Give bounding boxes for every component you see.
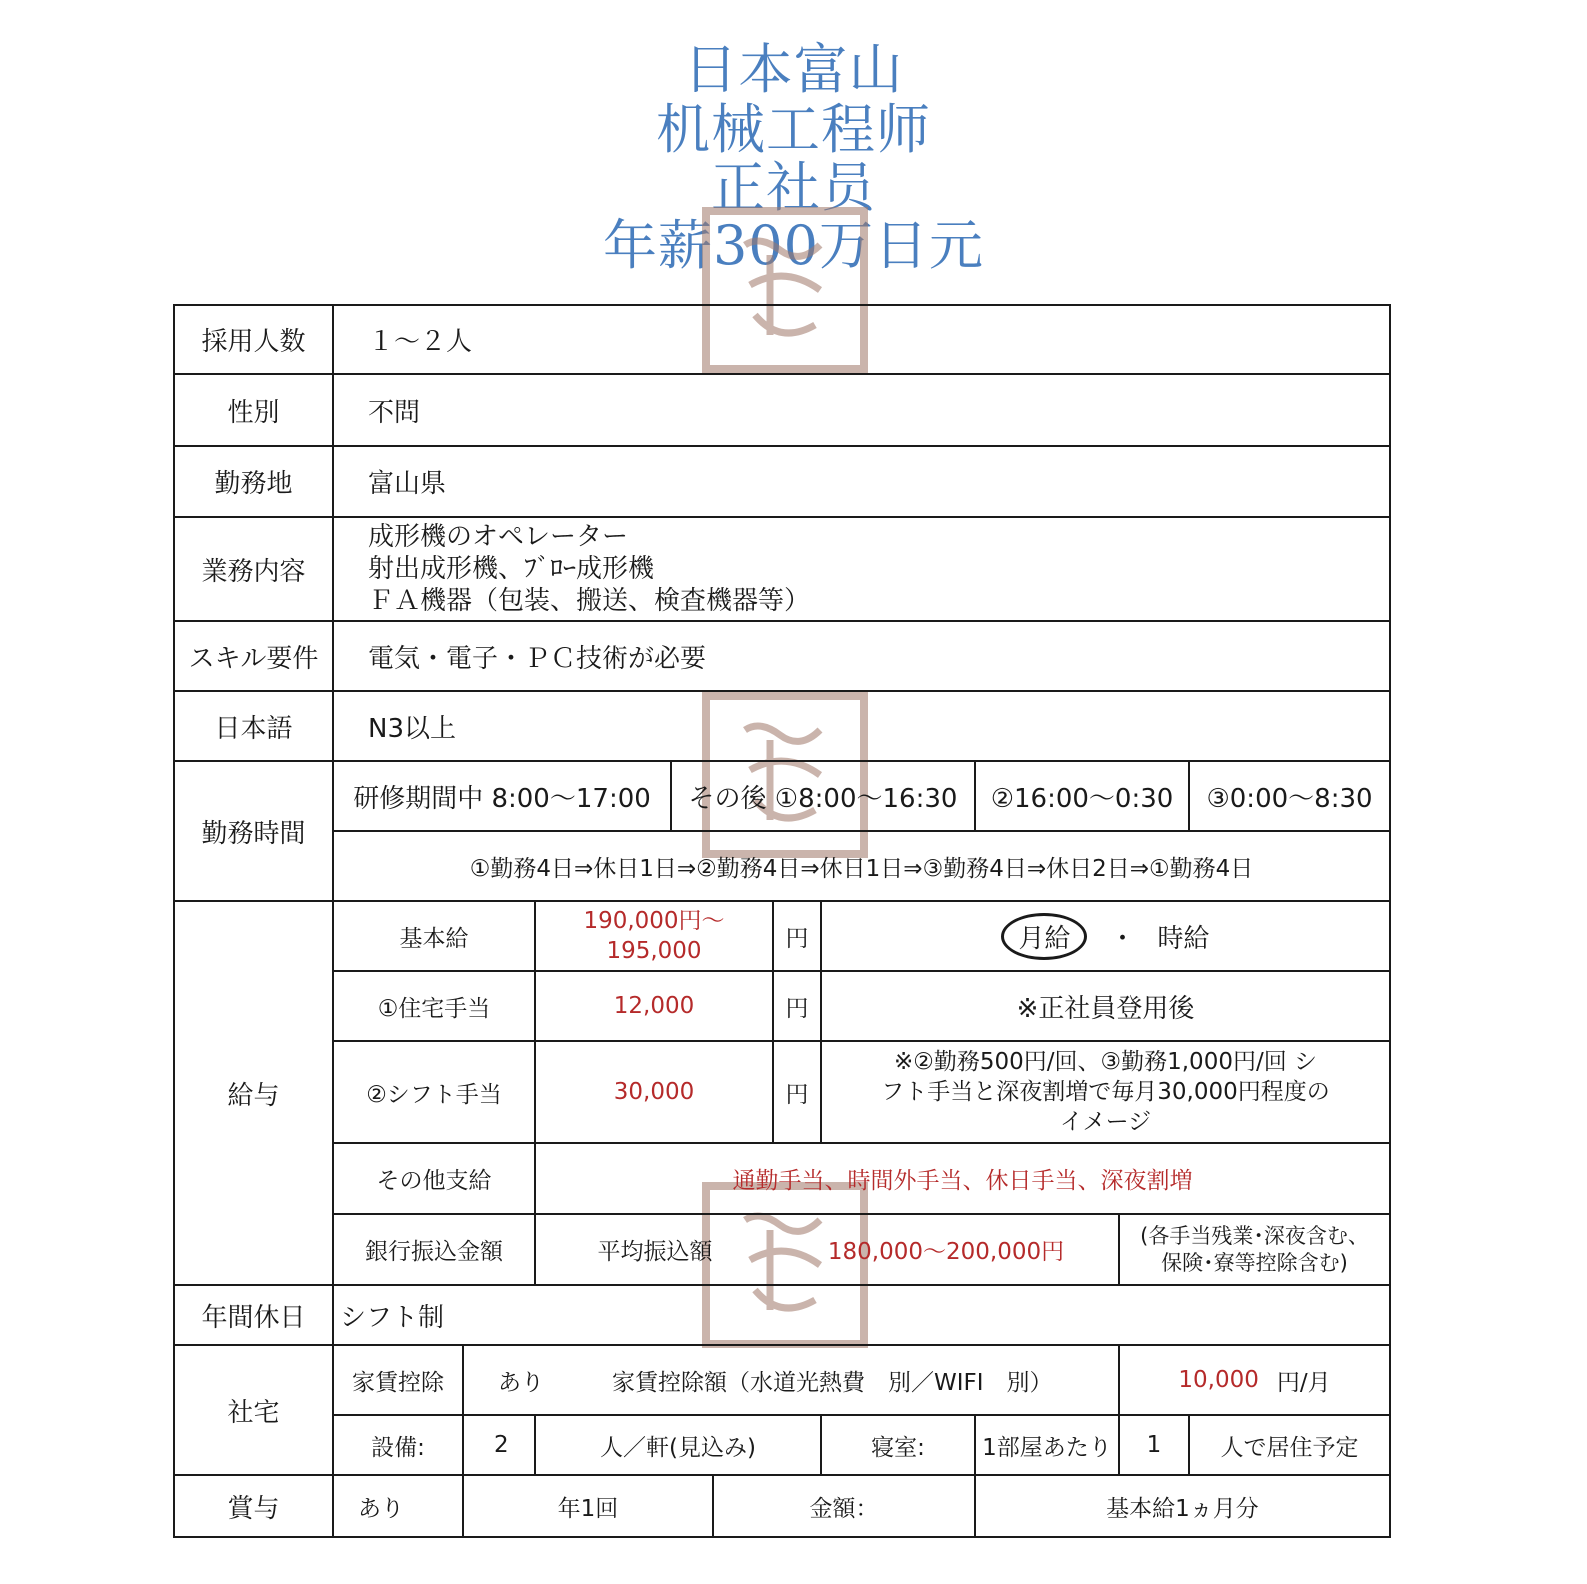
- bonus-label: 賞与: [173, 1476, 334, 1538]
- title-location: 日本富山: [683, 38, 904, 101]
- per-room-unit: 人で居住予定: [1190, 1416, 1391, 1476]
- shift-allowance-note-line: ※②勤務500円/回、③勤務1,000円/回 シ: [893, 1049, 1318, 1075]
- hours-shift-3: ③0:00～8:30: [1190, 762, 1391, 832]
- bank-transfer-label: 銀行振込金額: [334, 1215, 536, 1286]
- bonus-flag: あり: [334, 1476, 464, 1538]
- pay-type-hourly: 時給: [1157, 923, 1210, 954]
- title-employment-type: 正社员: [711, 156, 876, 219]
- hours-shift-2: ②16:00～0:30: [976, 762, 1190, 832]
- salary-label: 給与: [173, 902, 334, 1286]
- per-room-label: 1部屋あたり: [976, 1416, 1120, 1476]
- hours-rotation: ①勤務4日⇒休日1日⇒②勤務4日⇒休日1日⇒③勤務4日⇒休日2日⇒①勤務4日: [334, 832, 1391, 902]
- annual-holidays-label: 年間休日: [173, 1286, 334, 1346]
- facility-unit: 人／軒(見込み): [536, 1416, 822, 1476]
- pay-type-separator: ・: [1109, 923, 1136, 954]
- facility-count: 2: [464, 1416, 536, 1476]
- bank-transfer-avg-label: 平均振込額: [536, 1215, 774, 1286]
- duties-line: 射出成形機、ﾌﾞﾛｰ成形機: [368, 554, 655, 584]
- shift-allowance-note: [822, 1042, 1391, 1144]
- location-label: 勤務地: [173, 447, 334, 518]
- gender-label: 性別: [173, 375, 334, 447]
- rent-deduction-detail: [464, 1346, 1120, 1416]
- bonus-frequency: 年1回: [464, 1476, 714, 1538]
- skills-value: 電気・電子・ＰＣ技術が必要: [334, 622, 1391, 692]
- bedroom-label: 寝室:: [822, 1416, 976, 1476]
- rent-deduction-value: 10,000: [1178, 1367, 1259, 1393]
- base-salary-range-end: 195,000: [606, 938, 702, 964]
- rent-deduction-amount: [1120, 1346, 1391, 1416]
- shift-allowance-note-line: イメージ: [1059, 1109, 1152, 1135]
- facility-label: 設備:: [334, 1416, 464, 1476]
- hires-label: 採用人数: [173, 304, 334, 375]
- location-value: 富山県: [334, 447, 1391, 518]
- base-salary-label: 基本給: [334, 902, 536, 972]
- shift-allowance-unit: 円: [774, 1042, 822, 1144]
- bank-transfer-note-line: 保険･寮等控除含む): [1161, 1250, 1348, 1275]
- rent-deduction-unit: 円/月: [1276, 1369, 1331, 1396]
- shift-allowance-note-line: フト手当と深夜割増で毎月30,000円程度の: [881, 1079, 1330, 1105]
- base-salary-value: [536, 902, 774, 972]
- rent-deduction-label: 家賃控除: [334, 1346, 464, 1416]
- bonus-amount-label: 金額：: [714, 1476, 976, 1538]
- title-salary: 年薪300万日元: [602, 214, 985, 277]
- bank-transfer-note-line: (各手当残業･深夜含む、: [1140, 1223, 1369, 1248]
- rent-deduction-desc: 家賃控除額（水道光熱費 別／WIFI 別）: [612, 1369, 1053, 1396]
- housing-allowance-value: 12,000: [536, 972, 774, 1042]
- hours-label: 勤務時間: [173, 762, 334, 902]
- job-details-table: [173, 304, 1391, 1558]
- other-pay-label: その他支給: [334, 1144, 536, 1215]
- duties-label: 業務内容: [173, 518, 334, 622]
- other-pay-value: 通勤手当、時間外手当、休日手当、深夜割増: [536, 1144, 1391, 1215]
- duties-line: 成形機のオペレーター: [368, 522, 629, 552]
- gender-value: 不問: [334, 375, 1391, 447]
- bonus-amount: 基本給1ヵ月分: [976, 1476, 1391, 1538]
- pay-type-monthly: 月給: [1001, 913, 1087, 960]
- duties-line: ＦＡ機器（包装、搬送、検査機器等）: [368, 586, 811, 616]
- skills-label: スキル要件: [173, 622, 334, 692]
- annual-holidays-value: シフト制: [334, 1286, 1391, 1346]
- shift-allowance-label: ②シフト手当: [334, 1042, 536, 1144]
- housing-allowance-label: ①住宅手当: [334, 972, 536, 1042]
- rent-deduction-flag: あり: [498, 1369, 544, 1396]
- hours-shift-1: その後 ①8:00～16:30: [672, 762, 976, 832]
- shift-allowance-value: 30,000: [536, 1042, 774, 1144]
- pay-type: [822, 902, 1391, 972]
- base-salary-range-start: 190,000円～: [583, 908, 725, 934]
- japanese-value: N3以上: [334, 692, 1391, 762]
- housing-allowance-unit: 円: [774, 972, 822, 1042]
- duties-value: [334, 518, 1391, 622]
- base-salary-unit: 円: [774, 902, 822, 972]
- per-room-count: 1: [1120, 1416, 1190, 1476]
- japanese-label: 日本語: [173, 692, 334, 762]
- hires-value: １～２人: [334, 304, 1391, 375]
- hours-training: 研修期間中 8:00～17:00: [334, 762, 672, 832]
- company-housing-label: 社宅: [173, 1346, 334, 1476]
- housing-allowance-note: ※正社員登用後: [822, 972, 1391, 1042]
- title-job: 机械工程师: [656, 98, 931, 161]
- bank-transfer-value: 180,000～200,000円: [774, 1215, 1120, 1286]
- bank-transfer-note: [1120, 1215, 1391, 1286]
